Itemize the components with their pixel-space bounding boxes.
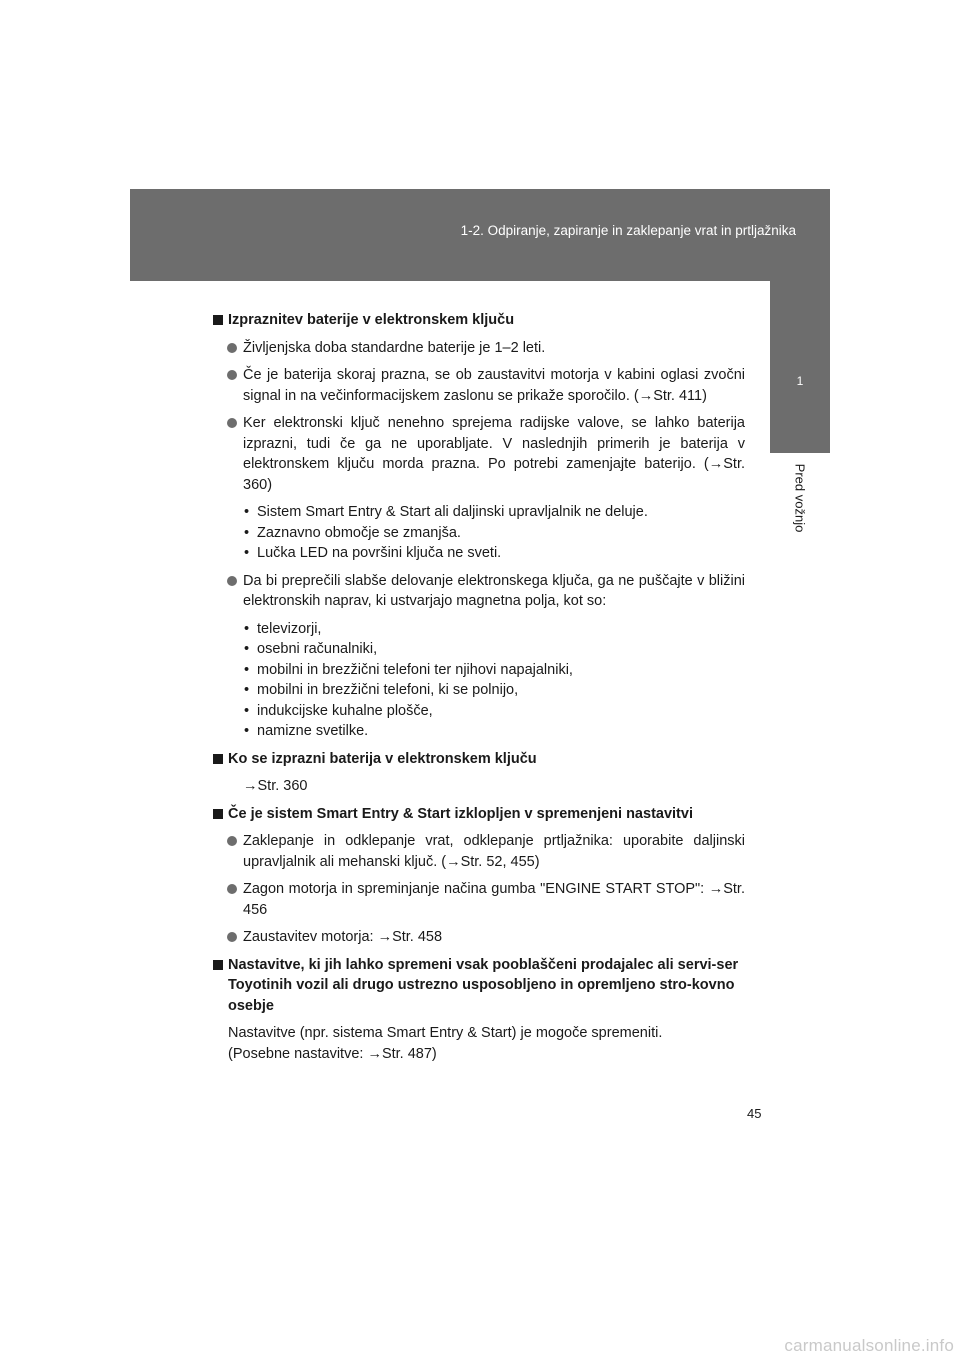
sub-list-item: • namizne svetilke. (243, 721, 745, 742)
section-title (213, 310, 745, 331)
square-bullet-icon (213, 809, 223, 819)
bullet-item (213, 571, 745, 612)
page-number: 45 (747, 1106, 762, 1121)
header-band (130, 189, 830, 281)
page-reference: →Str. 360 (243, 778, 308, 794)
circle-bullet-icon (227, 836, 237, 846)
body-line: Nastavitve (npr. sistema Smart Entry & Start) je mogoče spremeniti. (228, 1025, 663, 1041)
circle-bullet-icon (227, 884, 237, 894)
sub-list-item: • Zaznavno območje se zmanjša. (243, 523, 745, 544)
page-content (213, 310, 745, 1071)
chapter-tab (770, 281, 830, 453)
chapter-title: 1-2. Odpiranje, zapiranje in zaklepanje vrat in prtljažnika (460, 223, 796, 238)
sub-list (243, 502, 745, 564)
bullet-item (213, 831, 745, 872)
sub-list-item: • indukcijske kuhalne plošče, (243, 701, 745, 722)
section-title (213, 804, 745, 825)
square-bullet-icon (213, 754, 223, 764)
bullet-item (213, 338, 745, 359)
bullet-text: Zaustavitev motorja: →Str. 458 (243, 929, 443, 945)
circle-bullet-icon (227, 370, 237, 380)
square-bullet-icon (213, 960, 223, 970)
sub-list-item: • Lučka LED na površini ključa ne sveti. (243, 543, 745, 564)
sub-list-item: • Sistem Smart Entry & Start ali daljinski upravljalnik ne deluje. (243, 502, 745, 523)
section-title-text: Izpraznitev baterije v elektronskem ključu (228, 312, 515, 328)
sub-list-item: • televizorji, (243, 619, 745, 640)
chapter-side-label: Pred vožnjo (792, 463, 808, 533)
section-title-text: Če je sistem Smart Entry & Start izklopljen v spremenjeni nastavitvi (228, 805, 693, 822)
circle-bullet-icon (227, 932, 237, 942)
bullet-item (213, 413, 745, 495)
bullet-text: Življenjska doba standardne baterije je 1–2 leti. (243, 339, 546, 356)
chapter-number: 1 (796, 374, 804, 388)
section-title-text: Nastavitve, ki jih lahko spremeni vsak pooblaščeni prodajalec ali servi-ser Toyotinih vozil ali drugo ustrezno usposobljeno in opremljeno stro-kovno osebje (228, 956, 739, 1014)
section-title (213, 955, 745, 1017)
sub-list-item: • osebni računalniki, (243, 639, 745, 660)
bullet-item (213, 927, 745, 948)
watermark: carmanualsonline.info (784, 1336, 954, 1355)
bullet-text: Če je baterija skoraj prazna, se ob zaustavitvi motorja v kabini oglasi zvočni signal in na večinformacijskem zaslonu se prikaže sporočilo. (→Str. 411) (243, 367, 745, 404)
bullet-text: Da bi preprečili slabše delovanje elektronskega ključa, ga ne puščajte v bližini elektronskih naprav, ki ustvarjajo magnetna polja, kot so: (243, 572, 745, 609)
section-title-text: Ko se izprazni baterija v elektronskem ključu (228, 750, 537, 767)
sub-list (243, 619, 745, 742)
circle-bullet-icon (227, 343, 237, 353)
circle-bullet-icon (227, 418, 237, 428)
bullet-text: Zagon motorja in spreminjanje načina gumba "ENGINE START STOP": →Str. 456 (243, 881, 745, 918)
sub-list-item: • mobilni in brezžični telefoni ter njihovi napajalniki, (243, 660, 745, 681)
bullet-item (213, 365, 745, 406)
sub-list-item: • mobilni in brezžični telefoni, ki se polnijo, (243, 680, 745, 701)
circle-bullet-icon (227, 576, 237, 586)
body-line: (Posebne nastavitve: →Str. 487) (228, 1045, 437, 1062)
section-title (213, 749, 745, 770)
bullet-item (213, 879, 745, 920)
square-bullet-icon (213, 315, 223, 325)
bullet-text: Ker elektronski ključ nenehno sprejema radijske valove, se lahko baterija izprazni, tudi če ga ne uporabljate. V naslednjih primerih je baterija v elektronskem ključu morda prazna. Po potrebi zamenjajte baterijo. (→Str. 360) (243, 415, 745, 493)
bullet-text: Zaklepanje in odklepanje vrat, odklepanje prtljažnika: uporabite daljinski upravljalnik ali mehanski ključ. (→Str. 52, 455) (243, 833, 745, 870)
